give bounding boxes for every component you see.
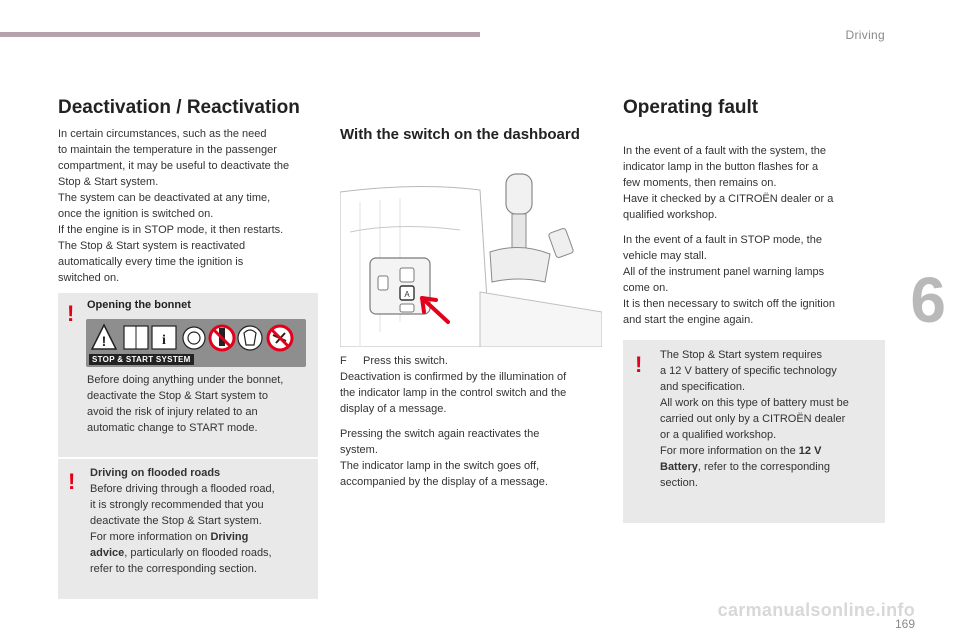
fault-line: All of the instrument panel warning lamps [623, 266, 825, 278]
fault-line: indicator lamp in the button flashes for a [623, 161, 819, 173]
flooded-line [90, 529, 312, 545]
bullet-icon: F [340, 355, 347, 367]
flooded-line: deactivate the Stop & Start system. [90, 515, 262, 527]
battery-warning-box [623, 340, 885, 523]
battery-line: All work on this type of battery must be [660, 397, 849, 409]
deact-line: the indicator lamp in the control switch and the [340, 387, 567, 399]
intro-line: switched on. [58, 272, 120, 284]
fault-line: qualified workshop. [623, 209, 718, 221]
bonnet-warning-box [58, 293, 318, 457]
flooded-text [90, 465, 312, 577]
bonnet-line: Before doing anything under the bonnet, [87, 374, 284, 386]
fault-line: and start the engine again. [623, 314, 754, 326]
fault-line: Have it checked by a CITROËN dealer or a [623, 193, 834, 205]
fault-line: vehicle may stall. [623, 250, 707, 262]
reactivation-text [340, 426, 602, 490]
intro-line: once the ignition is switched on. [58, 208, 214, 220]
fault-para-1 [623, 143, 885, 223]
battery-text-bold: 12 V [798, 445, 822, 457]
fault-para-2 [623, 232, 885, 328]
watermark: carmanualsonline.info [717, 600, 915, 620]
press-line [340, 353, 602, 369]
operating-fault-title: Operating fault [623, 97, 759, 118]
page-number: 169 [894, 617, 915, 631]
intro-line: to maintain the temperature in the passenger [58, 144, 277, 156]
intro-line: If the engine is in STOP mode, it then restarts. [58, 224, 284, 236]
sticker-label: STOP & START SYSTEM [89, 354, 194, 365]
dashboard-switch-title: With the switch on the dashboard [340, 126, 580, 143]
battery-line: carried out only by a CITROËN dealer [660, 413, 846, 425]
fault-line: In the event of a fault in STOP mode, the [623, 234, 822, 246]
intro-line: Stop & Start system. [58, 176, 159, 188]
sticker-pictograms-icon [90, 323, 302, 353]
section-label: Driving [845, 28, 885, 42]
exclamation-icon: ! [68, 469, 76, 494]
battery-line: and specification. [660, 381, 745, 393]
chapter-number: 6 [910, 264, 946, 336]
flooded-heading: Driving on flooded roads [90, 467, 221, 479]
react-line: system. [340, 444, 378, 456]
flooded-roads-box [58, 459, 318, 599]
flooded-line: Before driving through a flooded road, [90, 483, 275, 495]
battery-line: or a qualified workshop. [660, 429, 777, 441]
flooded-line [90, 545, 312, 561]
battery-line: section. [660, 477, 698, 489]
svg-text:A: A [404, 290, 410, 299]
bonnet-line: avoid the risk of injury related to an [87, 406, 258, 418]
deactivation-title: Deactivation / Reactivation [58, 97, 300, 118]
intro-line: automatically every time the ignition is [58, 256, 244, 268]
battery-line [660, 459, 880, 475]
exclamation-icon: ! [67, 301, 75, 326]
flooded-text-run: , particularly on flooded roads, [124, 547, 272, 559]
flooded-text-bold: advice [90, 547, 125, 559]
fault-line: In the event of a fault with the system, the [623, 145, 827, 157]
intro-line: The system can be deactivated at any time, [58, 192, 271, 204]
flooded-text-bold: Driving [210, 531, 249, 543]
react-line: accompanied by the display of a message. [340, 476, 548, 488]
bonnet-line: deactivate the Stop & Start system to [87, 390, 268, 402]
fault-line: come on. [623, 282, 669, 294]
flooded-line: it is strongly recommended that you [90, 499, 264, 511]
svg-text:!: ! [101, 333, 107, 349]
battery-text [660, 347, 880, 491]
flooded-text-run: For more information on [90, 531, 211, 543]
exclamation-icon: ! [635, 352, 643, 377]
react-line: The indicator lamp in the switch goes off, [340, 460, 540, 472]
fault-line: It is then necessary to switch off the ignition [623, 298, 835, 310]
deact-line: display of a message. [340, 403, 447, 415]
flooded-line: refer to the corresponding section. [90, 563, 257, 575]
header-accent-bar [0, 32, 480, 37]
dashboard-switch-illustration-icon [340, 172, 602, 347]
battery-text-run: , refer to the corresponding [697, 461, 830, 473]
deactivation-intro [58, 126, 320, 286]
svg-text:i: i [162, 333, 166, 348]
battery-text-run: For more information on the [660, 445, 799, 457]
press-text: Press this switch. [363, 355, 448, 367]
battery-line: The Stop & Start system requires [660, 349, 823, 361]
bonnet-text [87, 372, 312, 436]
battery-line [660, 443, 880, 459]
stop-start-sticker [86, 319, 306, 367]
press-instruction [340, 353, 602, 417]
deact-line: Deactivation is confirmed by the illumination of [340, 371, 567, 383]
intro-line: compartment, it may be useful to deactivate the [58, 160, 290, 172]
bonnet-heading: Opening the bonnet [87, 299, 191, 311]
battery-text-bold: Battery [660, 461, 698, 473]
fault-line: few moments, then remains on. [623, 177, 777, 189]
intro-line: In certain circumstances, such as the need [58, 128, 267, 140]
bonnet-line: automatic change to START mode. [87, 422, 258, 434]
intro-line: The Stop & Start system is reactivated [58, 240, 246, 252]
battery-line: a 12 V battery of specific technology [660, 365, 837, 377]
react-line: Pressing the switch again reactivates the [340, 428, 540, 440]
